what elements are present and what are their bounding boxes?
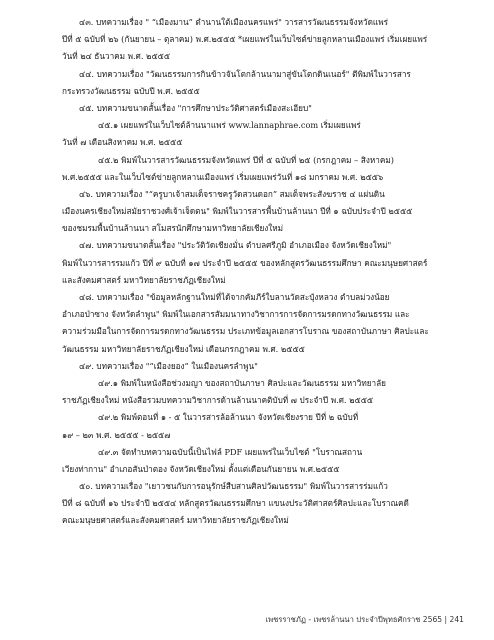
text-line: ๔๙.๒ พิมพ์ตอนที่ ๑ - ๕ ในวารสารล้อล้านนา จังหวัดเชียงราย ปีที่ ๒ ฉบับที่ (98, 412, 359, 423)
text-line: ๔๙.๑ พิมพ์ในหนังสือช่วงมญา ของสถาบันภาษา ศิลปะและวัฒนธรรม มหาวิทยาลัย (98, 377, 386, 388)
text-line: ๔๔. บทความเรื่อง "วัฒนธรรมการกินข้าวจันโตกล้านนามาสู่ขันโตกดินเนอร์" ตีพิมพ์ในวารสาร (79, 68, 411, 79)
text-line: คณะมนุษยศาสตร์และสังคมศาสตร์ มหาวิทยาลัยราชภัฏเชียงใหม่ (62, 515, 289, 526)
text-line: ๔๕.๑ เผยแพร่ในเว็บไซต์ล้านนาแพร่ www.lannaphrae.com เริ่มเผยแพร่ (98, 120, 361, 131)
document-body (62, 14, 462, 530)
text-line: ๔๗. บทความขนาดสั้นเรื่อง "ประวัติวัดเชียงมั่น ตำบลศรีภูมิ อำเภอเมือง จังหวัดเชียงใหม่" (79, 240, 392, 251)
text-line: ๔๘. บทความเรื่อง "ข้อมูลหลักฐานใหม่ที่ได้จากคัมภีร์ใบลานวัดสะปุ๋งหลวง ตำบลม่วงน้อย (79, 292, 390, 302)
text-line: ความร่วมมือในการจัดการมรดกทางวัฒนธรรม ประเภทข้อมูลเอกสารโบราณ ของสถาบันภาษา ศิลปะและ (62, 326, 429, 337)
text-line: ๔๙. บทความเรื่อง "“เมืองยอง” ในเมืองนครลำพูน" (79, 360, 258, 371)
text-line: ๔๖. บทความเรื่อง "“ครูบาเจ้าสมเด็จราชครูวัดสวนดอก” สมเด็จพระสังฆราช ๔ แผ่นดิน (79, 188, 385, 199)
text-line: กระทรวงวัฒนธรรม ฉบับปี พ.ศ. ๒๕๕๕ (62, 85, 200, 96)
text-line: เมืองนครเชียงใหม่สมัยราชวงศ์เจ้าเจ็ดตน" พิมพ์ในวารสารพื้นบ้านล้านนา ปีที่ ๑ ฉบับประจำปี ๒๕๕๕ (62, 206, 413, 217)
text-line: ๔๕.๒ พิมพ์ในวารสารวัฒนธรรมจังหวัดแพร่ ปีที่ ๕ ฉบับที่ ๒๕ (กรกฎาคม – สิงหาคม) (98, 154, 394, 165)
text-line: ๕๐. บทความเรื่อง "เยาวชนกับการอนุรักษ์สืบสานศิลปวัฒนธรรม" พิมพ์ในวารสารร่มแก้ว (79, 481, 388, 492)
text-line: วันที่ ๗ เดือนสิงหาคม พ.ศ. ๒๕๕๕ (62, 137, 183, 148)
text-line: พิมพ์ในวารสารรมแก้ว ปีที่ ๙ ฉบับที่ ๑๗ ประจำปี ๒๕๕๕ ของหลักสูตรวัฒนธรรมศึกษา คณะมนุษยศาสตร์ (62, 257, 428, 268)
text-line: ปีที่ ๕ ฉบับที่ ๒๖ (กันยายน – ตุลาคม) พ.ศ.๒๕๕๕ *เผยแพร่ในเว็บไซต์ข่ายลูกหลานเมืองแพร่ เริ่มเผยแพร่ (62, 34, 428, 45)
text-line: พ.ศ.๒๕๕๕ และในเว็บไซต์ข่ายลูกหลานเมืองแพร่ เริ่มเผยแพร่วันที่ ๑๘ มกราคม พ.ศ. ๒๕๕๖ (62, 171, 384, 182)
text-line: ๔๙.๓ จัดทำบทความฉบับนี้เป็นไฟล์ PDF เผยแพร่ในเว็บไซต์ "โบราณสถาน (98, 446, 363, 457)
text-line: ปีที่ ๘ ฉบับที่ ๑๖ ประจำปี ๒๕๕๔ หลักสูตรวัฒนธรรมศึกษา แขนงประวัติศาสตร์ศิลปะและโบราณคดี (62, 498, 409, 509)
text-line: วันที่ ๒๔ ธันวาคม พ.ศ. ๒๕๕๕ (62, 51, 171, 62)
text-line: ของชมรมพื้นบ้านล้านนา สโมสรนักศึกษามหาวิทยาลัยเชียงใหม่ (62, 223, 284, 234)
text-line: ๔๓. บทความเรื่อง " “เมืองมาน” ตำนานใต้เมืองนครแพร่" วารสารวัฒนธรรมจังหวัดแพร่ (79, 17, 389, 27)
text-line: ราชภัฏเชียงใหม่ หนังสือรวมบทความวิชาการด้านล้านนาคติบับที่ ๗ ประจำปี พ.ศ. ๒๕๕๕ (62, 395, 374, 406)
text-line: ๑๙ – ๒๓ พ.ศ. ๒๕๕๕ - ๒๕๕๗ (62, 429, 171, 440)
text-line: ๔๕. บทความขนาดสั้นเรื่อง "การศึกษาประวัติศาสตร์เมืองสะเอียบ" (79, 102, 312, 113)
text-line: และสังคมศาสตร์ มหาวิทยาลัยราชภัฏเชียงใหม่ (62, 274, 226, 285)
text-line: อำเภอป่าซาง จังหวัดลำพูน" พิมพ์ในเอกสารสัมมนาทางวิชาการการจัดการมรดกทางวัฒนธรรม และ (62, 309, 410, 320)
page-footer: เพชรราชภัฏ - เพชรล้านนา ประจำปีพุทธศักราช 2565 | 241 (265, 615, 464, 624)
text-line: วัฒนธรรม มหาวิทยาลัยราชภัฏเชียงใหม่ เดือนกรกฎาคม พ.ศ. ๒๕๕๕ (62, 343, 305, 354)
text-line: เวียงท่ากาน" อำเภอสันป่าตอง จังหวัดเชียงใหม่ ตั้งแต่เดือนกันยายน พ.ศ.๒๕๕๕ (62, 463, 340, 474)
